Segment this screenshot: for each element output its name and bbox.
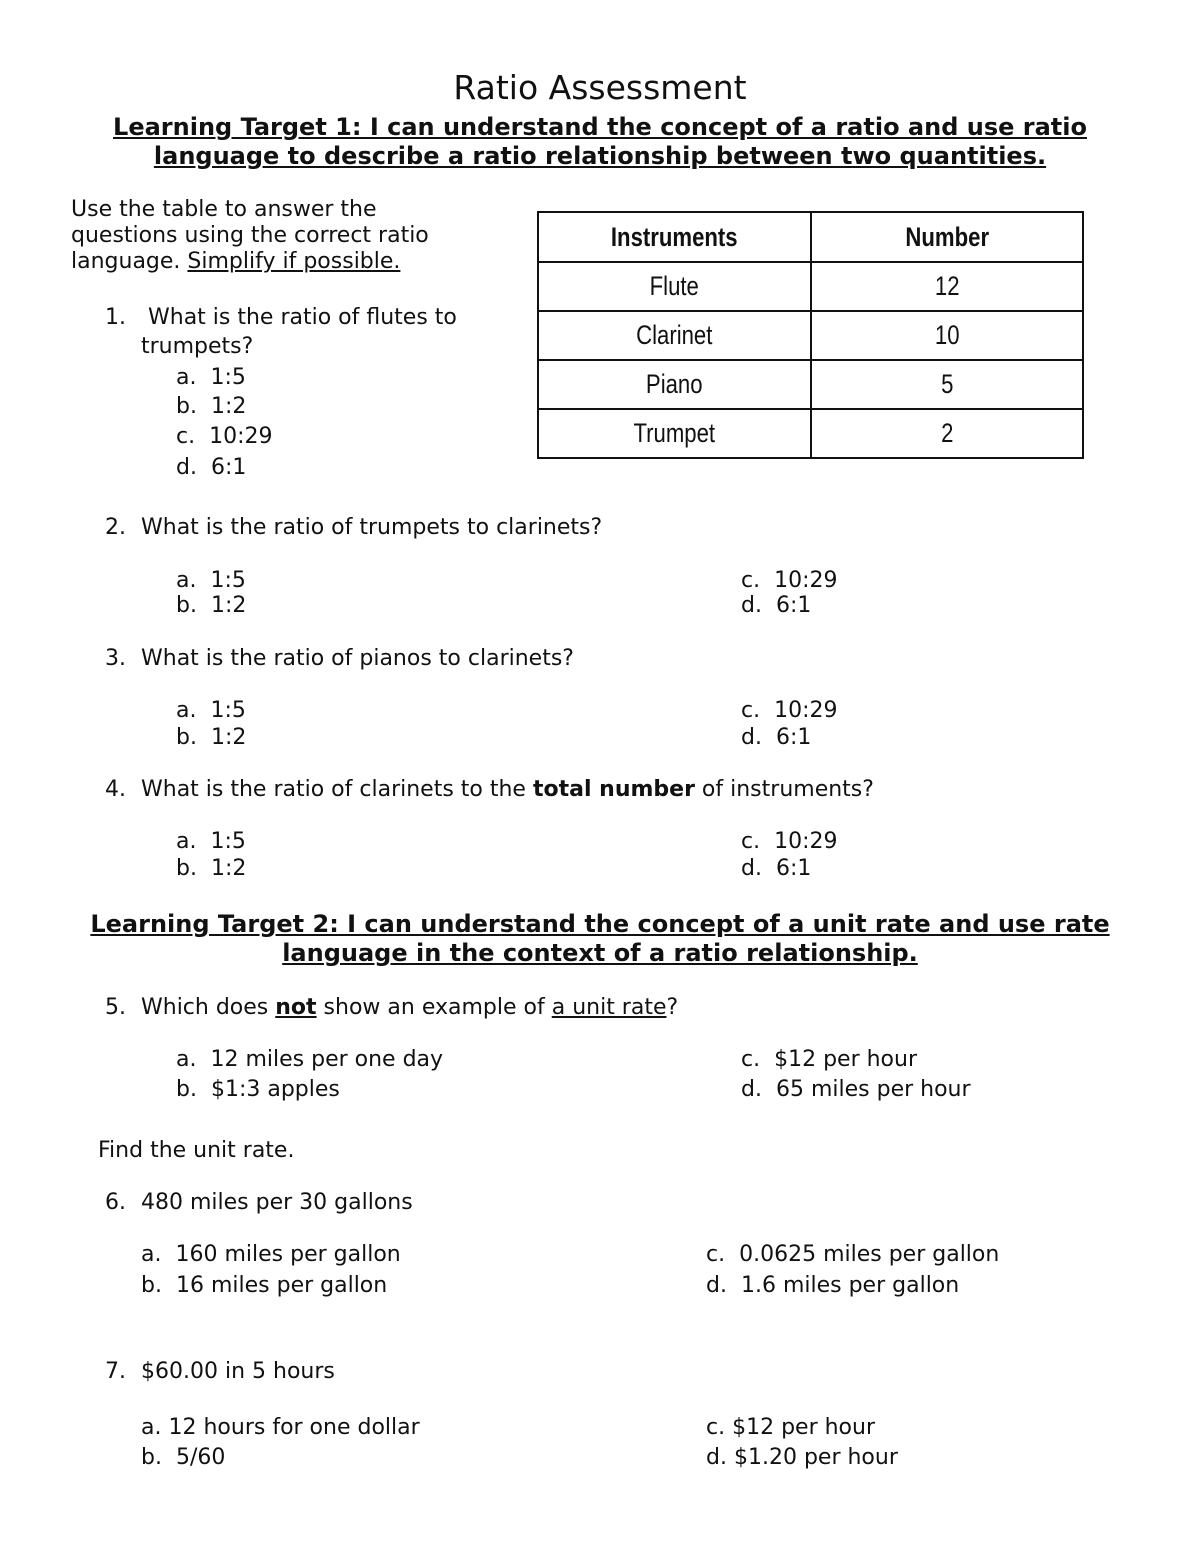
option-letter: a. xyxy=(176,365,197,390)
option-letter: a. xyxy=(141,1415,162,1440)
page-title: Ratio Assessment xyxy=(453,68,747,107)
option-text: 1.6 miles per gallon xyxy=(740,1273,960,1298)
option-letter: c. xyxy=(741,829,761,854)
q3-number: 3. xyxy=(105,646,126,671)
option-letter: a. xyxy=(141,1242,162,1267)
q4-number: 4. xyxy=(105,777,126,802)
option-text: 12 hours for one dollar xyxy=(168,1415,420,1440)
learning-target-1-line-2: language to describe a ratio relationship between two quantities. xyxy=(153,142,1047,170)
option-text: 16 miles per gallon xyxy=(175,1273,388,1298)
option-letter: b. xyxy=(176,394,197,419)
table-header-row xyxy=(538,212,1083,262)
q6-option-b[interactable] xyxy=(141,1272,387,1299)
option-letter: c. xyxy=(176,424,196,449)
q3-option-b[interactable] xyxy=(176,724,246,751)
option-text: 1:5 xyxy=(210,698,246,723)
option-letter: d. xyxy=(741,1077,762,1102)
q3-option-d[interactable] xyxy=(741,724,811,751)
table-row xyxy=(538,311,1083,360)
header-instruments: Instruments xyxy=(563,212,786,262)
option-letter: b. xyxy=(176,1077,197,1102)
option-text: $1.20 per hour xyxy=(733,1445,898,1470)
option-letter: b. xyxy=(176,593,197,618)
option-letter: c. xyxy=(741,698,761,723)
q4-option-d[interactable] xyxy=(741,855,811,882)
q4-emphasis: total number xyxy=(532,777,695,802)
option-letter: a. xyxy=(176,829,197,854)
option-letter: b. xyxy=(141,1273,162,1298)
q5-text-part: Which does xyxy=(141,995,276,1020)
table-row xyxy=(538,409,1083,458)
q5-option-b[interactable] xyxy=(176,1076,340,1103)
option-text: 1:2 xyxy=(210,593,247,618)
q5-option-d[interactable] xyxy=(741,1076,971,1103)
q2-option-c[interactable] xyxy=(741,567,838,594)
q2-option-d[interactable] xyxy=(741,592,811,619)
option-text: 10:29 xyxy=(774,698,838,723)
option-letter: d. xyxy=(741,593,762,618)
find-unit-rate-heading: Find the unit rate. xyxy=(98,1138,295,1163)
option-letter: b. xyxy=(141,1445,162,1470)
header-number: Number xyxy=(835,212,1058,262)
intro-line-3 xyxy=(71,248,400,275)
q7-option-c[interactable] xyxy=(706,1414,875,1441)
q4-text-part: What is the ratio of clarinets to the xyxy=(141,777,533,802)
number-cell: 2 xyxy=(835,409,1058,458)
option-text: 1:2 xyxy=(210,856,247,881)
q3-text: What is the ratio of pianos to clarinets? xyxy=(141,646,574,671)
q5-option-a[interactable] xyxy=(176,1046,443,1073)
option-text: 10:29 xyxy=(774,568,838,593)
q5-text-part: show an example of xyxy=(316,995,552,1020)
q1-option-b[interactable] xyxy=(176,393,246,420)
q6-number: 6. xyxy=(105,1190,126,1215)
simplify-instruction: Simplify if possible. xyxy=(187,249,401,274)
q1-option-d[interactable] xyxy=(176,454,246,481)
option-text: 6:1 xyxy=(210,455,247,480)
option-text: 1:2 xyxy=(210,394,247,419)
q2-option-b[interactable] xyxy=(176,592,246,619)
q3-option-a[interactable] xyxy=(176,697,246,724)
q2-text: What is the ratio of trumpets to clarinets? xyxy=(141,515,603,540)
option-letter: d. xyxy=(706,1273,727,1298)
q4-option-c[interactable] xyxy=(741,828,838,855)
q4-text xyxy=(141,776,874,803)
q5-number: 5. xyxy=(105,995,126,1020)
q5-emphasis-unit-rate: a unit rate xyxy=(551,995,667,1020)
learning-target-1-line-1: Learning Target 1: I can understand the concept of a ratio and use ratio xyxy=(113,113,1087,141)
q7-option-b[interactable] xyxy=(141,1444,225,1471)
q1-text-line-2: trumpets? xyxy=(141,334,254,359)
option-text: 12 miles per one day xyxy=(210,1047,444,1072)
q4-text-part: of instruments? xyxy=(694,777,874,802)
learning-target-2-line-1: Learning Target 2: I can understand the concept of a unit rate and use rate xyxy=(90,910,1110,938)
q1-option-c[interactable] xyxy=(176,423,273,450)
q6-option-c[interactable] xyxy=(706,1241,999,1268)
q4-option-b[interactable] xyxy=(176,855,246,882)
option-text: 10:29 xyxy=(209,424,273,449)
option-letter: d. xyxy=(176,455,197,480)
instruments-table xyxy=(537,211,1084,459)
option-text: $12 per hour xyxy=(732,1415,876,1440)
q5-option-c[interactable] xyxy=(741,1046,917,1073)
option-text: $12 per hour xyxy=(774,1047,918,1072)
q1-option-a[interactable] xyxy=(176,364,246,391)
option-text: 6:1 xyxy=(775,856,812,881)
q4-option-a[interactable] xyxy=(176,828,246,855)
table-row xyxy=(538,262,1083,311)
option-text: 1:2 xyxy=(210,725,247,750)
option-letter: d. xyxy=(706,1445,727,1470)
q2-number: 2. xyxy=(105,515,126,540)
option-text: 0.0625 miles per gallon xyxy=(739,1242,1000,1267)
q7-number: 7. xyxy=(105,1359,126,1384)
option-letter: b. xyxy=(176,856,197,881)
instrument-cell: Flute xyxy=(563,262,786,311)
instrument-cell: Trumpet xyxy=(563,409,786,458)
q6-text: 480 miles per 30 gallons xyxy=(141,1190,413,1215)
option-letter: a. xyxy=(176,1047,197,1072)
option-text: 160 miles per gallon xyxy=(175,1242,401,1267)
instrument-cell: Piano xyxy=(563,360,786,409)
option-letter: c. xyxy=(706,1415,726,1440)
option-text: $1:3 apples xyxy=(210,1077,340,1102)
intro-line-3-text: language. xyxy=(71,249,188,274)
q5-emphasis-not: not xyxy=(275,995,317,1020)
q7-option-a[interactable] xyxy=(141,1414,420,1441)
instrument-cell: Clarinet xyxy=(563,311,786,360)
intro-line-2: questions using the correct ratio xyxy=(71,223,429,248)
q1-number: 1. xyxy=(105,305,126,330)
q5-text-part: ? xyxy=(666,995,679,1020)
number-cell: 10 xyxy=(835,311,1058,360)
learning-target-2-line-2: language in the context of a ratio relationship. xyxy=(282,939,918,967)
option-text: 6:1 xyxy=(775,593,812,618)
q7-text: $60.00 in 5 hours xyxy=(141,1359,335,1384)
number-cell: 12 xyxy=(835,262,1058,311)
intro-line-1: Use the table to answer the xyxy=(71,197,377,222)
option-text: 65 miles per hour xyxy=(775,1077,971,1102)
q3-option-c[interactable] xyxy=(741,697,838,724)
number-cell: 5 xyxy=(835,360,1058,409)
option-text: 1:5 xyxy=(210,568,246,593)
option-text: 6:1 xyxy=(775,725,812,750)
q6-option-a[interactable] xyxy=(141,1241,401,1268)
q6-option-d[interactable] xyxy=(706,1272,959,1299)
q5-text xyxy=(141,994,678,1021)
option-text: 1:5 xyxy=(210,365,246,390)
option-letter: a. xyxy=(176,698,197,723)
option-text: 1:5 xyxy=(210,829,246,854)
option-text: 5/60 xyxy=(175,1445,226,1470)
option-letter: c. xyxy=(741,1047,761,1072)
q2-option-a[interactable] xyxy=(176,567,246,594)
q1-text-line-1: What is the ratio of flutes to xyxy=(148,305,457,330)
option-letter: c. xyxy=(706,1242,726,1267)
q7-option-d[interactable] xyxy=(706,1444,898,1471)
option-letter: d. xyxy=(741,856,762,881)
table-row xyxy=(538,360,1083,409)
option-text: 10:29 xyxy=(774,829,838,854)
option-letter: a. xyxy=(176,568,197,593)
option-letter: c. xyxy=(741,568,761,593)
option-letter: b. xyxy=(176,725,197,750)
option-letter: d. xyxy=(741,725,762,750)
